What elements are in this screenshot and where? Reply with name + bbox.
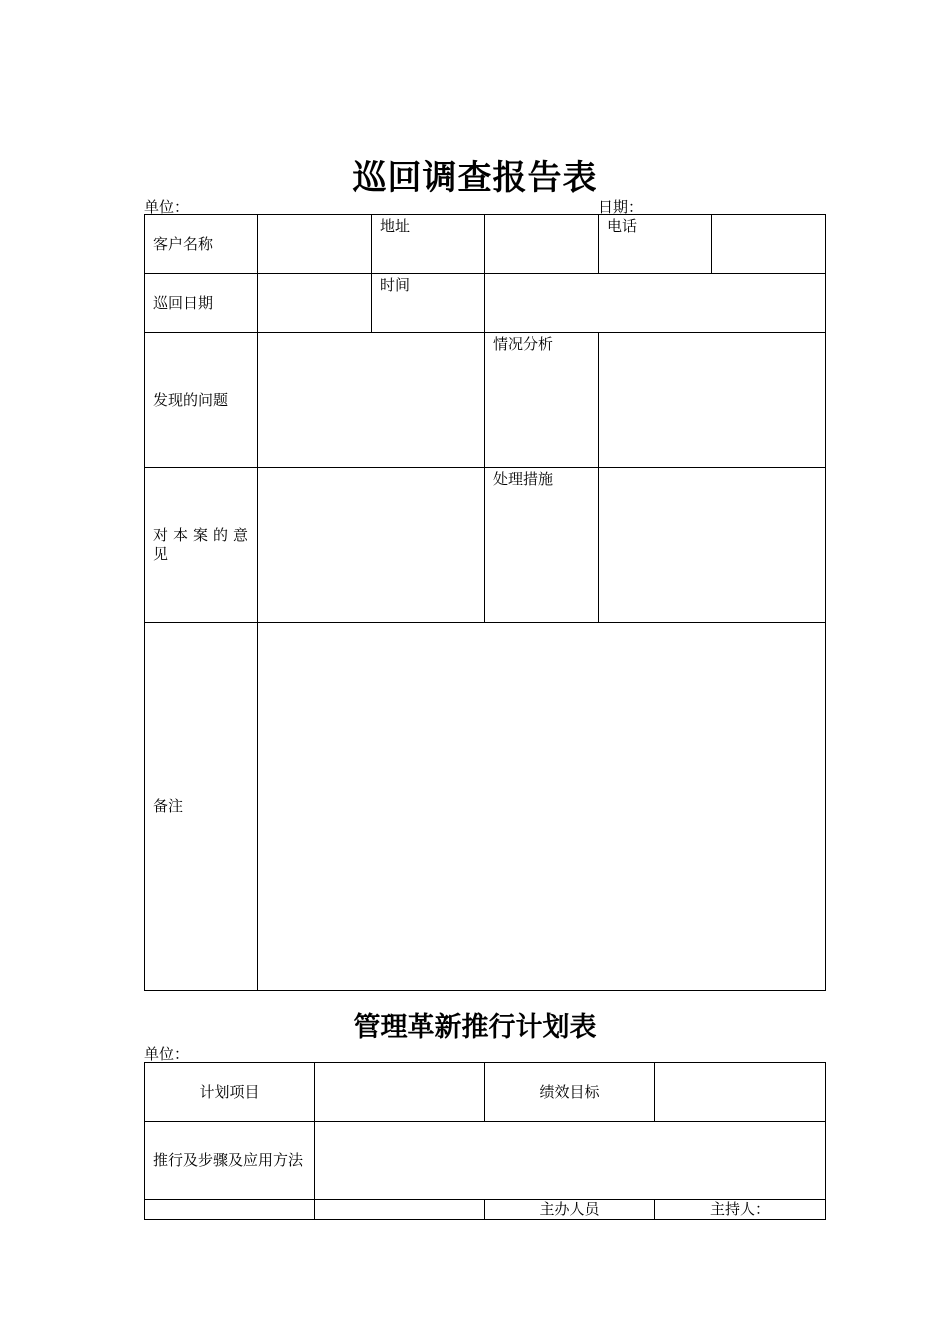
problems-found-label: 发现的问题 [145,333,258,468]
opinion-cell[interactable] [258,468,485,623]
customer-name-label: 客户名称 [145,215,258,274]
phone-cell[interactable] [712,215,826,274]
situation-analysis-cell[interactable] [599,333,826,468]
host-label: 主持人： [655,1200,826,1220]
steps-methods-label: 推行及步骤及应用方法 [145,1122,315,1200]
situation-analysis-label: 情况分析 [485,333,599,468]
plan-row3-cell-1[interactable] [145,1200,315,1220]
plan-row3-cell-2[interactable] [315,1200,485,1220]
performance-goal-cell[interactable] [655,1063,826,1122]
handling-measures-label: 处理措施 [485,468,599,623]
visit-date-label: 巡回日期 [145,274,258,333]
report-unit-label: 单位： [144,198,190,216]
customer-name-cell[interactable] [258,215,372,274]
phone-label: 电话 [599,215,712,274]
handling-measures-cell[interactable] [599,468,826,623]
performance-goal-label: 绩效目标 [485,1063,655,1122]
visit-date-cell[interactable] [258,274,372,333]
time-cell[interactable] [485,274,826,333]
steps-methods-cell[interactable] [315,1122,826,1200]
remarks-cell[interactable] [258,623,826,991]
address-label: 地址 [372,215,485,274]
opinion-label: 对本案的意见 [145,468,258,623]
organizer-label: 主办人员 [485,1200,655,1220]
remarks-label: 备注 [145,623,258,991]
problems-found-cell[interactable] [258,333,485,468]
report-title: 巡回调查报告表 [352,158,598,198]
time-label: 时间 [372,274,485,333]
plan-item-label: 计划项目 [145,1063,315,1122]
report-date-label: 日期： [598,198,644,216]
management-plan-table [144,1062,826,1220]
address-cell[interactable] [485,215,599,274]
plan-item-cell[interactable] [315,1063,485,1122]
plan-unit-label: 单位： [144,1045,190,1063]
plan-title: 管理革新推行计划表 [353,1012,597,1043]
inspection-report-table [144,214,826,991]
